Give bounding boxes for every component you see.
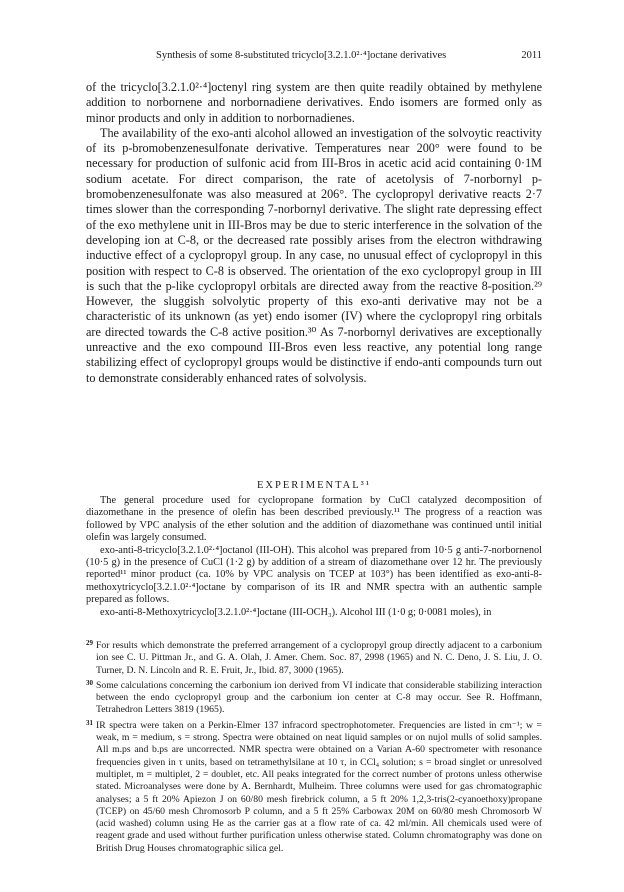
- experimental-heading: EXPERIMENTAL³¹: [257, 480, 371, 491]
- footnote-text: IR spectra were taken on a Perkin-Elmer 137 infracord spectrophotometer. Frequencies are listed in cm⁻¹; w = weak, m = medium, s = strong. Spectra were obtained on neat liquid samples or on nujol mulls of solid samples. All m.ps and b.ps are uncorrected. NMR spectra were obtained on a Varian A-60 spectrometer with resonance frequencies given in τ units, based on tetramethylsilane at 10 τ, in CCl₄ solution; s = broad singlet or unresolved multiplet, m = multiplet, 2 = doublet, etc. All peaks integrated for the correct number of protons unless otherwise stated. Microanalyses were done by A. Bernhardt, Mulheim. Three columns were used for gas chromatographic analyses; a 5 ft 20% Apiezon J on 60/80 mesh firebrick column, a 5 ft 20% 1,2,3-tris(2-cyanoethoxy)propane (TCEP) on 45/60 mesh Chromosorb P column, and a 5 ft 25% Carbowax 20M on 60/80 mesh Chromosorb W (acid washed) column using He as the carrier gas at a flow rate of ca. 42 ml/min. All chemicals used were of reagent grade and used without further purification unless otherwise stated. Column chromatography was done on British Drug Houses chromatographic silica gel.: [96, 719, 542, 854]
- experimental-paragraph-3: exo-anti-8-Methoxytricyclo[3.2.1.0²·⁴]octane (III-OCH₃). Alcohol III (1·0 g; 0·0081 moles), in: [100, 606, 492, 618]
- footnote-marker: 30: [86, 678, 93, 687]
- body-paragraph-1: of the tricyclo[3.2.1.0²·⁴]octenyl ring system are then quite readily obtained by methylene addition to norbornene and norbornadiene derivatives. Endo isomers are formed only as minor products and only in addition to norbornadienes.: [86, 80, 542, 125]
- running-title: Synthesis of some 8-substituted tricyclo[3.2.1.0²·⁴]octane derivatives: [156, 50, 447, 61]
- footnotes: [86, 637, 542, 855]
- footnote-31: [86, 717, 542, 855]
- experimental-section: [86, 495, 542, 619]
- footnote-text: Some calculations concerning the carbonium ion derived from VI indicate that considerable stabilizing interaction between the endo cyclopropyl group and the carbonium ion center at C-8 may occur. See R. Hoffmann, Tetrahedron Letters 3819 (1965).: [96, 679, 542, 716]
- footnote-marker: 31: [86, 718, 93, 727]
- body-paragraph-2: The availability of the exo-anti alcohol allowed an investigation of the solvoytic reactivity of its p-bromobenzenesulfonate derivative. Temperatures near 200° were found to be necessary for production of sulfonic acid from III-Bros in acetic acid acid containing 0·1M sodium acetate. For direct comparison, the rate of acetolysis of 7-norbornyl p-bromobenzenesulfonate was also measured at 206°. The cyclopropyl derivative reacts 2·7 times slower than the corresponding 7-norbornyl derivative. The slight rate depressing effect of the exo methylene unit in III-Bros may be due to steric interference in the solvation of the developing ion at C-8, or the decreased rate possibly arises from the electron withdrawing inductive effect of a cyclopropyl group. In any case, no unusual effect of cyclopropyl in this position with respect to C-8 is observed. The orientation of the exo cyclopropyl group in III is such that the p-like cyclopropyl orbitals are directed away from the reactive 8-position.²⁹ However, the sluggish solvolytic property of this exo-anti derivative may not be a characteristic of its unknown (as yet) endo isomer (IV) where the cyclopropyl ring orbitals are directed towards the C-8 active position.³⁰ As 7-norbornyl derivatives are exceptionally unreactive and the exo compound III-Bros even less reactive, any potential long range stabilizing effect of cyclopropyl groups would be distinctive if endo-anti compounds turn out to demonstrate considerably enhanced rates of solvolysis.: [86, 125, 542, 385]
- footnote-marker: 29: [86, 639, 93, 647]
- footnote-30: [86, 677, 542, 717]
- footnote-29: [86, 637, 542, 677]
- main-body: [86, 80, 542, 386]
- page-number: 2011: [521, 50, 542, 61]
- experimental-paragraph-2: exo-anti-8-tricyclo[3.2.1.0²·⁴]octanol (III-OH). This alcohol was prepared from 10·5 g anti-7-norbornenol (10·5 g) in the presence of CuCl (1·2 g) by addition of a stream of diazomethane over 12 hr. The previously reported¹¹ minor product (ca. 10% by VPC analysis on TCEP at 103°) has been identified as exo-anti-8-methoxytricyclo[3.2.1.0²·⁴]octane by comparison of its IR and NMR spectra with an authentic sample prepared as follows.: [86, 544, 542, 606]
- footnote-text: For results which demonstrate the preferred arrangement of a cyclopropyl group directly adjacent to a carbonium ion see C. U. Pittman Jr., and G. A. Olah, J. Amer. Chem. Soc. 87, 2998 (1965) and N. C. Deno, J. S. Liu, J. O. Turner, D. N. Lincoln and R. E. Fruit, Jr., Ibid. 87, 3000 (1965).: [96, 640, 542, 676]
- experimental-paragraph-1: The general procedure used for cyclopropane formation by CuCl catalyzed decomposition of diazomethane in the presence of olefin has been described previously.¹¹ The progress of a reaction was followed by VPC analysis of the ether solution and the addition of diazomethane was continued until initial olefin was largely consumed.: [86, 495, 542, 544]
- page-header: [86, 50, 542, 66]
